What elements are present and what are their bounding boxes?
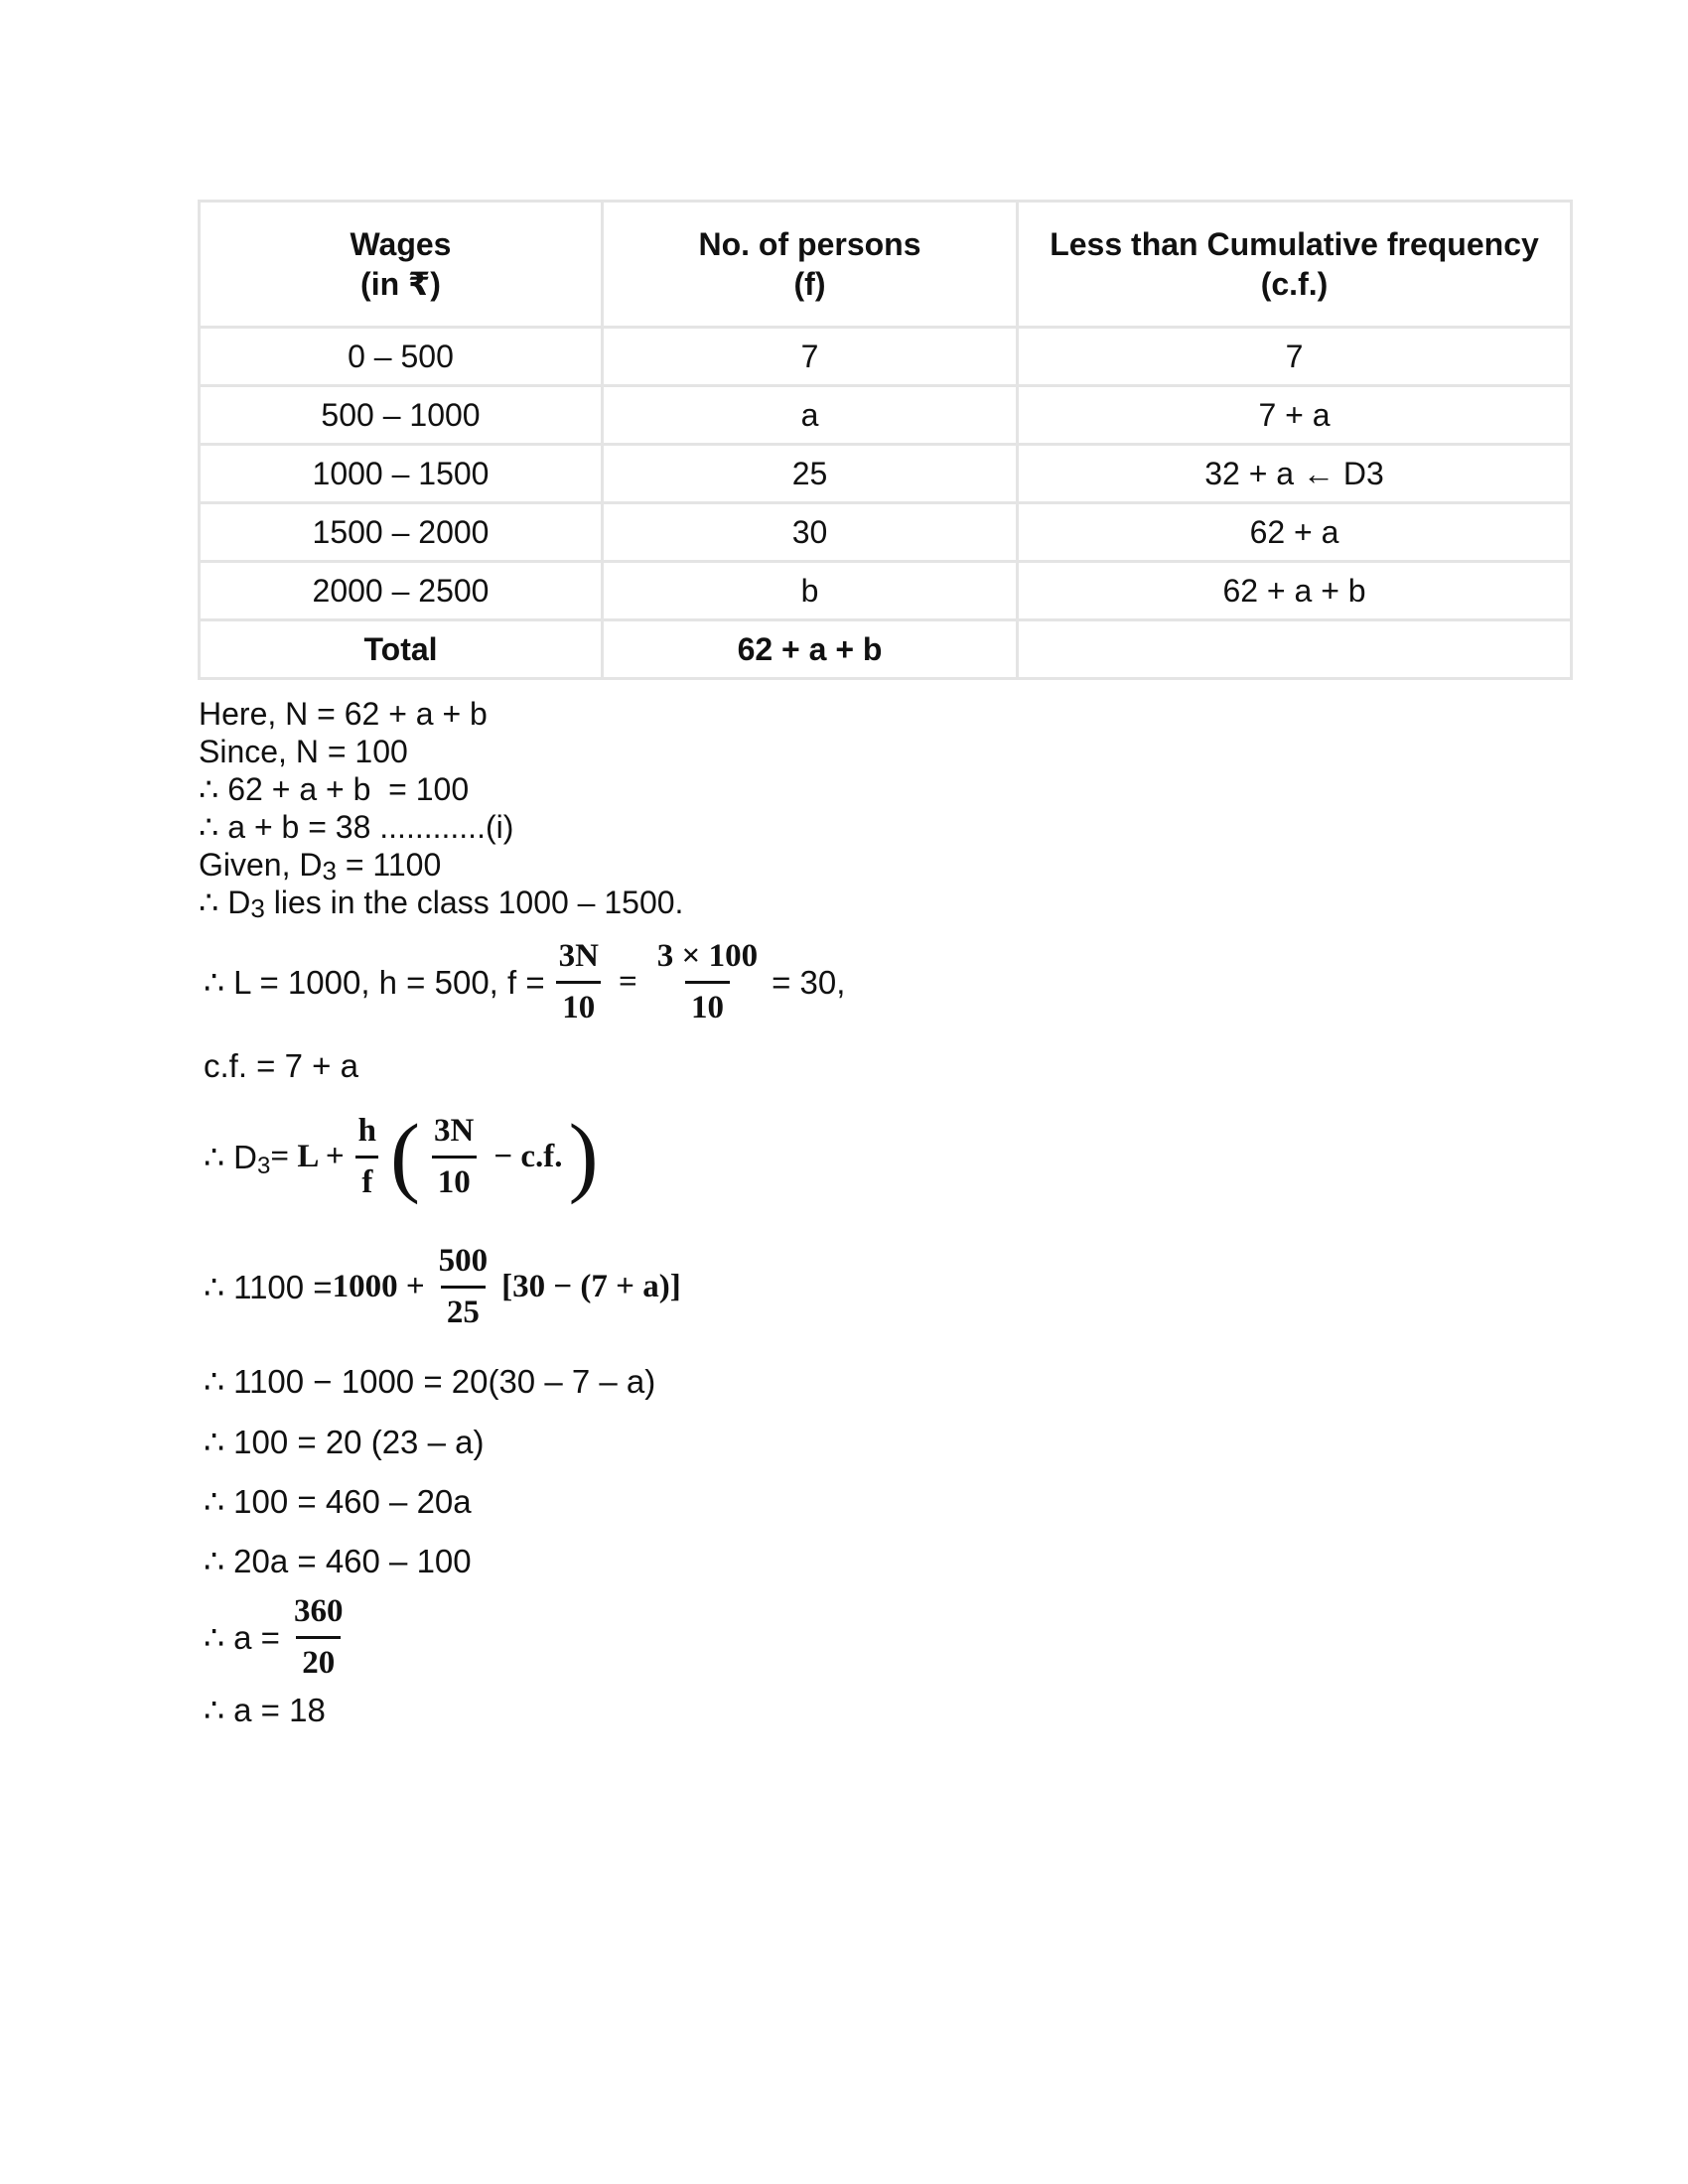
table-row — [200, 328, 1572, 386]
math-line-substitution: ∴ 1100 = 1000 + $\frac{500}{25}$ [30 − (7 + a)] — [204, 1243, 681, 1330]
cell-cf: 62 + a — [1018, 503, 1572, 562]
table-row — [200, 562, 1572, 620]
math-line-fraction-result: ∴ a = $\frac{360}{20}$ — [204, 1593, 356, 1682]
step-line: ∴ 62 + a + b = 100 — [199, 771, 470, 807]
step-line: ∴ a + b = 38 ............(i) — [199, 809, 514, 845]
cell-cf: 62 + a + b — [1018, 562, 1572, 620]
math-line-cf: c.f. = 7 + a — [204, 1047, 358, 1084]
cell-total-f: 62 + a + b — [603, 620, 1018, 679]
header-cumulative-frequency: Less than Cumulative frequency (c.f.) — [1018, 202, 1572, 328]
step-line: Since, N = 100 — [199, 734, 408, 769]
cell-f: 30 — [603, 503, 1018, 562]
math-line: ∴ 100 = 20 (23 – a) — [204, 1424, 485, 1460]
table-row — [200, 386, 1572, 445]
cell-cf: 7 — [1018, 328, 1572, 386]
cell-f: b — [603, 562, 1018, 620]
fraction: $\frac{h}{f}$ — [352, 1113, 382, 1201]
solution-steps — [199, 695, 683, 921]
cell-f: 7 — [603, 328, 1018, 386]
fraction: $\frac{3 \times 100}{10}$ — [656, 938, 759, 1025]
math-line: ∴ 1100 − 1000 = 20(30 – 7 – a) — [204, 1363, 656, 1400]
fraction: $\frac{3N}{10}$ — [428, 1113, 480, 1201]
cell-f: 25 — [603, 445, 1018, 503]
cell-total-cf — [1018, 620, 1572, 679]
cell-total-label: Total — [200, 620, 603, 679]
math-line: ∴ 20a = 460 – 100 — [204, 1543, 472, 1579]
math-line-values: ∴ L = 1000, h = 500, f = $\frac{3N}{10}$ = $\frac{3 \times 100}{10}$ = 30, — [204, 938, 846, 1025]
header-wages: Wages (in ₹) — [200, 202, 603, 328]
step-line: Here, N = 62 + a + b — [199, 696, 488, 732]
frequency-table — [198, 200, 1573, 680]
table-row — [200, 503, 1572, 562]
cell-wages: 1500 – 2000 — [200, 503, 603, 562]
step-line: ∴ D3 lies in the class 1000 – 1500. — [199, 885, 684, 923]
cell-wages: 0 – 500 — [200, 328, 603, 386]
header-persons: No. of persons (f) — [603, 202, 1018, 328]
cell-wages: 2000 – 2500 — [200, 562, 603, 620]
math-line: ∴ 100 = 460 – 20a — [204, 1483, 472, 1520]
cell-f: a — [603, 386, 1018, 445]
table-row — [200, 445, 1572, 503]
fraction: $\frac{360}{20}$ — [293, 1593, 344, 1681]
math-line-formula: ∴ D 3 = L + $\frac{h}{f}$ ( $\frac{3N}{10}$ − c.f. ) — [204, 1107, 599, 1205]
cell-cf: 7 + a — [1018, 386, 1572, 445]
table-header-row — [200, 202, 1572, 328]
cell-wages: 1000 – 1500 — [200, 445, 603, 503]
cell-cf: 32 + a ← D3 — [1018, 445, 1572, 503]
fraction: $\frac{500}{25}$ — [438, 1243, 489, 1330]
math-line-answer: ∴ a = 18 — [204, 1692, 326, 1728]
step-line: Given, D3 = 1100 — [199, 847, 442, 886]
fraction: $\frac{3N}{10}$ — [553, 938, 605, 1026]
cell-wages: 500 – 1000 — [200, 386, 603, 445]
table-total-row — [200, 620, 1572, 679]
